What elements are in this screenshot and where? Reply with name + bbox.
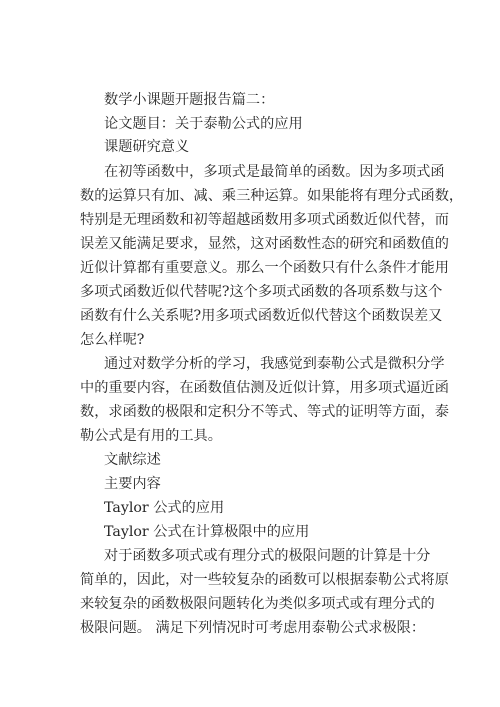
paragraph-line: 来较复杂的函数极限问题转化为类似多项式或有理分式的 — [80, 596, 435, 612]
paragraph-line: 中的重要内容，在函数值估测及近似计算，用多项式逼近函 — [80, 380, 449, 396]
paragraph-line: 对于函数多项式或有理分式的极限问题的计算是十分 — [104, 548, 431, 564]
document-title: 数学小课题开题报告篇二： — [104, 92, 275, 108]
paragraph-line: 极限问题。 满足下列情况时可考虑用泰勒公式求极限： — [80, 620, 426, 636]
section-heading-taylor-application: Taylor 公式的应用 — [104, 500, 225, 516]
paragraph-line: 怎么样呢? — [80, 332, 145, 348]
paragraph-line: 误差又能满足要求，显然，这对函数性态的研究和函数值的 — [80, 236, 449, 252]
section-heading-taylor-limits: Taylor 公式在计算极限中的应用 — [104, 524, 310, 540]
thesis-title: 论文题目：关于泰勒公式的应用 — [104, 116, 303, 132]
paragraph-line: 勒公式是有用的工具。 — [80, 428, 222, 444]
paragraph-line: 函数有什么关系呢?用多项式函数近似代替这个函数误差又 — [80, 308, 443, 324]
section-heading-review: 文献综述 — [104, 452, 161, 468]
paragraph-line: 通过对数学分析的学习，我感觉到泰勒公式是微积分学 — [104, 356, 445, 372]
section-heading-significance: 课题研究意义 — [104, 139, 190, 155]
section-heading-main-content: 主要内容 — [104, 476, 161, 492]
paragraph-line: 数，求函数的极限和定积分不等式、等式的证明等方面，泰 — [80, 404, 449, 420]
paragraph-line: 数的运算只有加、减、乘三种运算。如果能将有理分式函数， — [80, 188, 464, 204]
paragraph-line: 在初等函数中，多项式是最简单的函数。因为多项式函 — [104, 164, 445, 180]
paragraph-line: 多项式函数近似代替呢?这个多项式函数的各项系数与这个 — [80, 284, 443, 300]
paragraph-line: 近似计算都有重要意义。那么一个函数只有什么条件才能用 — [80, 260, 449, 276]
paragraph-line: 简单的，因此，对一些较复杂的函数可以根据泰勒公式将原 — [80, 572, 449, 588]
paragraph-line: 特别是无理函数和初等超越函数用多项式函数近似代替，而 — [80, 212, 449, 228]
